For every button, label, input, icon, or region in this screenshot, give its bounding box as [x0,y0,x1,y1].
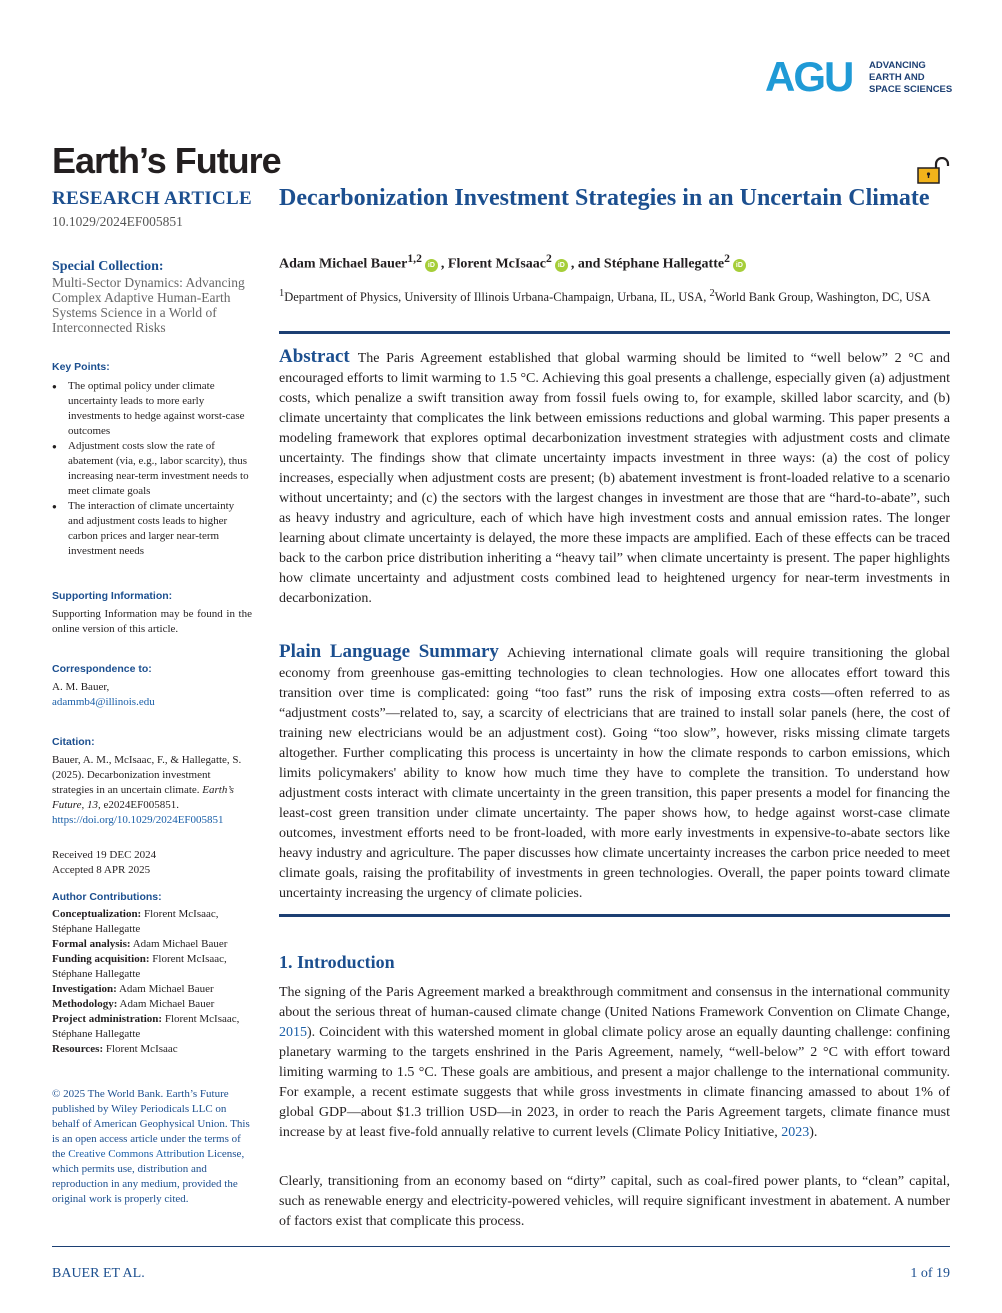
abstract-heading: Abstract [279,346,350,367]
author-name: Adam Michael Bauer [279,256,408,272]
agu-logo-text: AGU [765,53,853,100]
affiliation-sup: 1 [279,288,285,299]
contribution-item [52,1042,252,1057]
license-text-pre: © 2025 The World Bank. Earth’s Future published by Wiley Periodicals LLC on behalf of American Geophysical Union. This is an open access article under the terms of the [52,1088,250,1160]
article-type: RESEARCH ARTICLE [52,188,252,209]
contribution-names: Florent McIsaac, Stéphane Hallegatte [52,908,219,935]
citation-text: Bauer, A. M., McIsaac, F., & Hallegatte, S. (2025). Decarbonization investment strategies in an uncertain climate. Earth’s Future, 13, e2024EF005851. https://doi.org/10.1029/2024EF005851 [52,754,242,826]
citation-heading: Citation: [52,736,95,748]
author-affil-sup: 1,2 [407,252,422,265]
agu-logo [765,53,953,100]
intro-text: ). Coincident with this watershed moment in global climate policy arose an equally daunting challenge: confining planetary warming to the targets enshrined in the Paris Agreement, namely, “well-below” 2 °C with effort toward limiting warming to 1.5 °C. These goals are ambitious, and present a major challenge to the international community. For example, a recent estimate suggests that while gross investments in climate financing amassed to about 1% of global GDP—about $1.3 trillion USD—in 2023, in order to reach the Paris Agreement targets, climate finance must increase by at least five-fold annually relative to current levels (Climate Policy Initiative, [279,1025,950,1140]
intro-paragraph-2: Clearly, transitioning from an economy based on “dirty” capital, such as coal-fired power plants, to “clean” capital, such as renewable energy and electricity-powered vehicles, will require significant investment in abatement. A number of factors exist that complicate this process. [279,1174,950,1229]
orcid-icon[interactable]: iD [555,259,568,272]
contribution-names: Adam Michael Bauer [119,998,215,1010]
contribution-role: Investigation: [52,983,117,995]
contribution-item [52,1012,252,1042]
left-sidebar [52,188,252,1207]
citation-journal: Earth’s Future [52,784,234,811]
correspondence-name: A. M. Bauer, [52,681,110,693]
contribution-names: Adam Michael Bauer [132,938,228,950]
contributions-list [52,907,252,1057]
ref-link[interactable]: 2015 [279,1025,307,1040]
citation-volume: 13 [87,799,99,811]
header-divider [279,331,950,334]
key-point: ● Adjustment costs slow the rate of abatement (via, e.g., labor scarcity), thus increasing near-term investment needs to meet climate goals [52,439,252,499]
contribution-item [52,997,252,1012]
intro-text: The signing of the Paris Agreement marked a breakthrough commitment and consensus in the international community about the serious threat of human-caused climate change (United Nations Framework Convention on Climate Change, [279,985,950,1020]
contribution-names: Florent McIsaac, Stéphane Hallegatte [52,953,227,980]
agu-tagline-line: SPACE SCIENCES [869,84,953,95]
ref-link[interactable]: 2023 [781,1125,810,1140]
contribution-item [52,982,252,997]
affiliations [279,285,949,306]
contribution-role: Methodology: [52,998,118,1010]
accepted-date: Accepted 8 APR 2025 [52,864,151,876]
orcid-icon[interactable]: iD [425,259,438,272]
plain-summary-text: Achieving international climate goals will require transitioning the global economy from greenhouse gas-emitting technologies to clean technologies. How one allocates effort toward this transition over time is complicated: going “too fast” runs the risk of imposing extra costs—often referred to as “adjustment costs”—related to, say, a scarcity of electricians that are trained to install solar panels (here, the cost of training new electricians would be an adjustment cost). Going “too slow”, however, risks missing climate targets altogether. Further complicating this process is uncertainty in how the climate responds to carbon emissions, which limits policymakers' ability to know how much time they have to complete the transition. To understand how adjustment costs interact with climate uncertainty in the green transition, this paper presents a model for financing the least-cost green transition under climate uncertainty. The paper shows how, to hedge against worst-case climate outcomes, investment efforts need to be front-loaded, with more early investments in expensive-to-abate sectors like heavy industry and agriculture. The paper discusses how climate uncertainty increases the carbon price needed to meet climate goals, raising the profitability of investments in green technologies. Overall, the paper points toward climate uncertainty increasing the urgency of climate policies. [279,646,950,901]
license-text [52,1087,252,1207]
contribution-role: Resources: [52,1043,104,1055]
plain-summary-heading: Plain Language Summary [279,641,499,662]
agu-tagline-line: ADVANCING [869,60,926,71]
footer-divider [52,1246,950,1247]
affiliation-text: Department of Physics, University of Illinois Urbana-Champaign, Urbana, IL, USA, [284,290,710,305]
special-collection-heading: Special Collection: [52,259,164,274]
page-number: 1 of 19 [910,1266,950,1281]
contributions-heading: Author Contributions: [52,891,162,903]
author-affil-sup: 2 [546,252,552,265]
agu-tagline-line: EARTH AND [869,72,925,83]
special-collection-text: Multi-Sector Dynamics: Advancing Complex Adaptive Human-Earth Systems Science in a World of Interconnected Risks [52,275,245,335]
citation-article-id: , e2024EF005851. [98,799,180,811]
footer-authors: BAUER ET AL. [52,1266,145,1281]
creative-commons-link[interactable]: Creative Commons Attribution [68,1148,205,1160]
correspondence-email-link[interactable]: adammb4@illinois.edu [52,696,155,708]
contribution-role: Funding acquisition: [52,953,150,965]
author-name: Stéphane Hallegatte [603,256,725,272]
plain-language-summary-section [279,642,950,904]
affiliation-sup: 2 [709,288,715,299]
orcid-icon[interactable]: iD [733,259,746,272]
intro-paragraph-1 [279,983,950,1143]
contribution-item [52,937,252,952]
key-point: ● The interaction of climate uncertainty and adjustment costs leads to higher carbon prices and larger near-term investment needs [52,499,252,559]
contribution-names: Adam Michael Bauer [118,983,214,995]
contribution-role: Formal analysis: [52,938,131,950]
key-points-heading: Key Points: [52,361,110,373]
intro-text: ). [809,1125,818,1140]
abstract-section [279,347,950,609]
supporting-info-heading: Supporting Information: [52,590,173,602]
contribution-names: Florent McIsaac [105,1043,178,1055]
agu-tagline [869,60,952,96]
citation-text-pre: Bauer, A. M., McIsaac, F., & Hallegatte, S. (2025). Decarbonization investment strategies in an uncertain climate. [52,754,242,796]
journal-title: Earth’s Future [52,140,281,181]
license-text-post: License, which permits use, distribution and reproduction in any medium, provided the original work is properly cited. [52,1148,245,1205]
contribution-item [52,952,252,982]
contribution-names: Florent McIsaac, Stéphane Hallegatte [52,1013,240,1040]
author-separator: , and [570,256,604,272]
contribution-item [52,907,252,937]
key-points-list [52,379,252,559]
citation-doi-link[interactable]: https://doi.org/10.1029/2024EF005851 [52,814,224,826]
author-list [279,252,749,273]
author-affil-sup: 2 [724,252,730,265]
summary-divider [279,914,950,917]
abstract-text: The Paris Agreement established that global warming should be limited to “well below” 2 °C and encouraged efforts to limit warming to 1.5 °C. Achieving this goal presents a challenge, especially given (a) adjustment costs, which penalize a swift transition away from fossil fuels owing to, for example, skilled labor scarcity, and (b) climate uncertainty that complicates the link between emissions reductions and global warming. This paper presents a modeling framework that explores optimal decarbonization investment strategies with adjustment costs and climate uncertainty. The findings show that climate uncertainty impacts investment in three ways: (a) the cost of policy increases, especially when adjustment costs are present; (b) abatement investment is front-loaded relative to a scenario without uncertainty; and (c) the sectors with the largest changes in investment are those that are “hard-to-abate”, such as heavy industry and agriculture, each of which have high investment costs and annual emission rates. The longer learning about climate uncertainty is delayed, the more these impacts are amplified. Each of these effects can be traced back to the carbon price distribution inheriting a “heavy tail” when climate uncertainty is present. The paper highlights how climate uncertainty and adjustment costs combined lead to heightened urgency for near-term investments in decarbonization. [279,351,950,606]
contribution-role: Project administration: [52,1013,163,1025]
affiliation-text: World Bank Group, Washington, DC, USA [714,290,931,305]
introduction-heading: 1. Introduction [279,952,395,972]
open-access-lock-icon[interactable] [916,157,950,185]
article-title: Decarbonization Investment Strategies in an Uncertain Climate [279,185,930,211]
correspondence-email-line [52,695,252,710]
contribution-role: Conceptualization: [52,908,142,920]
received-date: Received 19 DEC 2024 [52,849,157,861]
author-name: Florent McIsaac [447,256,547,272]
supporting-info-text: Supporting Information may be found in the online version of this article. [52,608,252,635]
author-separator: , [440,256,448,272]
correspondence-heading: Correspondence to: [52,663,152,675]
doi: 10.1029/2024EF005851 [52,214,183,229]
key-point: ● The optimal policy under climate uncertainty leads to more early investments to hedge against worst-case outcomes [52,379,252,439]
